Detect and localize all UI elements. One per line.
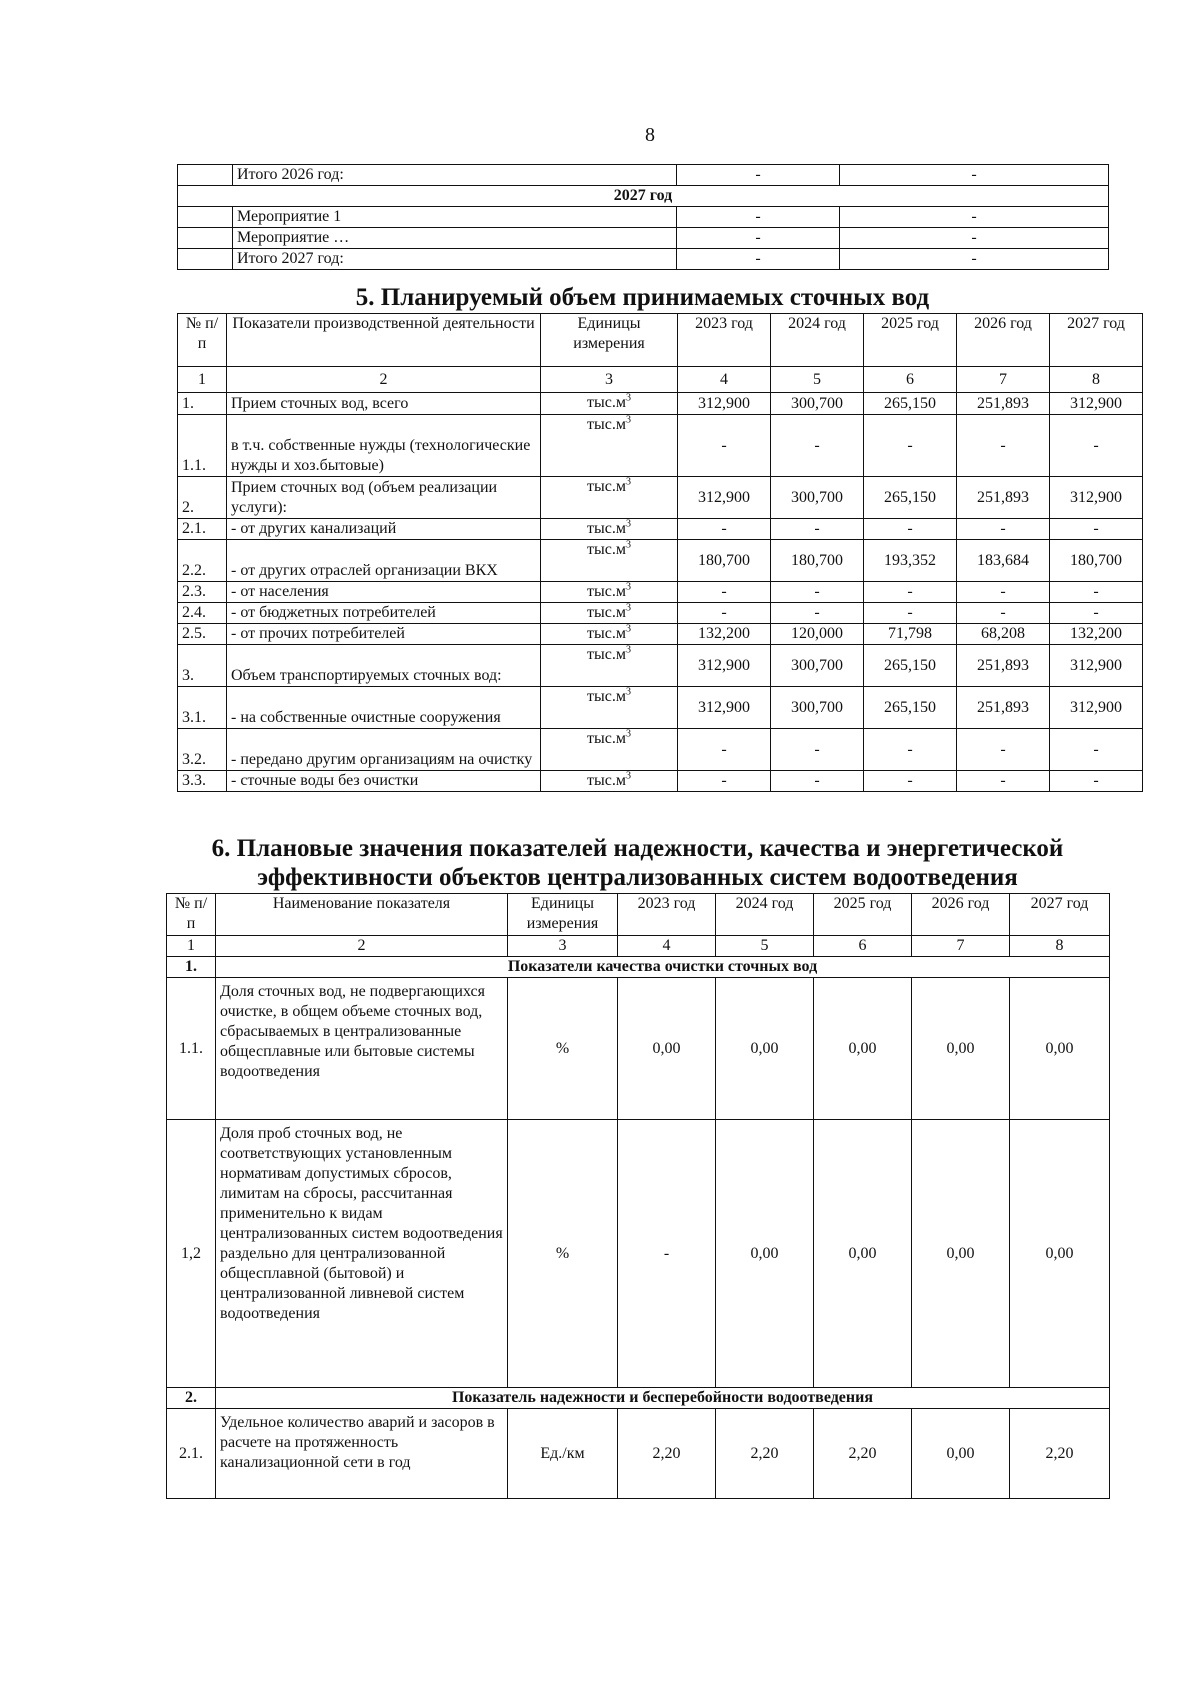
value-cell: 300,700 (771, 393, 864, 415)
row-label: Итого 2026 год: (233, 165, 677, 186)
header-cell: 2026 год (957, 314, 1050, 367)
index-row (178, 367, 1143, 393)
value-cell: - (678, 582, 771, 603)
table-row (167, 978, 1110, 1120)
row-number: 3.2. (178, 729, 227, 771)
row-label: Мероприятие 1 (233, 207, 677, 228)
value-cell: 2,20 (814, 1409, 912, 1499)
header-cell: 2024 год (716, 894, 814, 936)
section-row (167, 957, 1110, 978)
value-cell: - (678, 603, 771, 624)
value-cell: 265,150 (864, 477, 957, 519)
unit-text: тыс.м (587, 604, 626, 621)
table-row (178, 771, 1143, 792)
unit-text: тыс.м (587, 416, 626, 433)
value-cell: 251,893 (957, 393, 1050, 415)
header-cell: 2023 год (678, 314, 771, 367)
table-row (178, 519, 1143, 540)
row-number: 1.1. (167, 978, 216, 1120)
index-cell: 6 (864, 367, 957, 393)
index-cell: 5 (716, 936, 814, 957)
value-cell: 132,200 (1050, 624, 1143, 645)
value-cell: - (771, 603, 864, 624)
value-cell: - (771, 729, 864, 771)
value-cell: 0,00 (912, 1120, 1010, 1388)
index-row (167, 936, 1110, 957)
year-heading: 2027 год (178, 186, 1109, 207)
value-cell: - (864, 582, 957, 603)
header-cell: Наименование показателя (216, 894, 508, 936)
table-body (167, 957, 1110, 1499)
value-cell: - (864, 519, 957, 540)
section-title: Показатель надежности и бесперебойности водоотведения (216, 1388, 1110, 1409)
row-number: 3.3. (178, 771, 227, 792)
unit-text: тыс.м (587, 688, 626, 705)
value-cell: 71,798 (864, 624, 957, 645)
section-6-title (166, 834, 1109, 892)
value-cell: - (1050, 729, 1143, 771)
unit-text: тыс.м (587, 646, 626, 663)
value-cell: 193,352 (864, 540, 957, 582)
value-cell: 312,900 (1050, 393, 1143, 415)
value-cell: 312,900 (678, 393, 771, 415)
value-cell: - (771, 582, 864, 603)
row-number: 2. (178, 477, 227, 519)
header-cell: 2027 год (1050, 314, 1143, 367)
section-5-title: 5. Планируемый объем принимаемых сточных вод (355, 284, 930, 311)
table-row (167, 1120, 1110, 1388)
indicator-name: Объем транспортируемых сточных вод: (227, 645, 541, 687)
cell-value: - (840, 207, 1109, 228)
index-cell: 3 (508, 936, 618, 957)
table-body (178, 393, 1143, 792)
index-cell: 5 (771, 367, 864, 393)
value-cell: - (1050, 519, 1143, 540)
header-cell: 2026 год (912, 894, 1010, 936)
value-cell: - (1050, 603, 1143, 624)
unit-cell: $тыс.м^3$ (541, 624, 678, 645)
header-cell: 2024 год (771, 314, 864, 367)
value-cell: 0,00 (1010, 1120, 1110, 1388)
indicator-name: - на собственные очистные сооружения (227, 687, 541, 729)
unit-cell: $тыс.м^3$ (541, 729, 678, 771)
value-cell: - (864, 729, 957, 771)
index-cell: 1 (167, 936, 216, 957)
unit-text: тыс.м (587, 478, 626, 495)
index-cell: 4 (618, 936, 716, 957)
table-row (178, 603, 1143, 624)
page-number: 8 (645, 124, 655, 146)
events-table (177, 164, 1109, 270)
value-cell: 312,900 (678, 645, 771, 687)
unit-text: тыс.м (587, 394, 626, 411)
unit-text: тыс.м (587, 583, 626, 600)
value-cell: 0,00 (716, 978, 814, 1120)
indicator-name: Прием сточных вод, всего (227, 393, 541, 415)
cell-value: - (840, 165, 1109, 186)
value-cell: 265,150 (864, 645, 957, 687)
value-cell: 312,900 (678, 477, 771, 519)
value-cell: 180,700 (771, 540, 864, 582)
cell-value: - (677, 249, 840, 270)
index-cell: 8 (1050, 367, 1143, 393)
header-cell: 2027 год (1010, 894, 1110, 936)
header-cell: 2025 год (814, 894, 912, 936)
value-cell: - (957, 519, 1050, 540)
value-cell: 0,00 (716, 1120, 814, 1388)
indicator-name: - сточные воды без очистки (227, 771, 541, 792)
table-row (178, 624, 1143, 645)
value-cell: 265,150 (864, 687, 957, 729)
table-row (178, 645, 1143, 687)
table-row (178, 477, 1143, 519)
indicator-name: - от других отраслей организации ВКХ (227, 540, 541, 582)
value-cell: 0,00 (814, 978, 912, 1120)
table-row (178, 228, 1109, 249)
value-cell: 2,20 (1010, 1409, 1110, 1499)
value-cell: 251,893 (957, 645, 1050, 687)
indicator-name: - от бюджетных потребителей (227, 603, 541, 624)
row-number: 2.5. (178, 624, 227, 645)
value-cell: 2,20 (618, 1409, 716, 1499)
index-cell: 3 (541, 367, 678, 393)
indicator-name: - от прочих потребителей (227, 624, 541, 645)
unit-text: тыс.м (587, 772, 626, 789)
unit-cell: $тыс.м^3$ (541, 687, 678, 729)
table-row (178, 207, 1109, 228)
unit-cell: $тыс.м^3$ (541, 540, 678, 582)
header-cell: 2023 год (618, 894, 716, 936)
section-title: Показатели качества очистки сточных вод (216, 957, 1110, 978)
unit-text: тыс.м (587, 520, 626, 537)
value-cell: - (864, 415, 957, 477)
row-number: 1,2 (167, 1120, 216, 1388)
wastewater-volume-table (177, 313, 1143, 792)
unit-cell: $тыс.м^3$ (541, 477, 678, 519)
value-cell: - (771, 415, 864, 477)
section-6-title-line-2: эффективности объектов централизованных систем водоотведения (257, 864, 1018, 891)
value-cell: 312,900 (1050, 687, 1143, 729)
indicators-table (166, 893, 1110, 1499)
header-cell: 2025 год (864, 314, 957, 367)
section-number: 2. (167, 1388, 216, 1409)
indicator-name: Удельное количество аварий и засоров в расчете на протяженность канализационной сети в год (216, 1409, 508, 1499)
header-cell: № п/п (167, 894, 216, 936)
value-cell: - (957, 771, 1050, 792)
value-cell: - (678, 415, 771, 477)
section-6-title-line-1: 6. Плановые значения показателей надежности, качества и энергетической (211, 835, 1064, 862)
unit-cell: $тыс.м^3$ (541, 645, 678, 687)
value-cell: - (957, 729, 1050, 771)
value-cell: - (771, 771, 864, 792)
index-cell: 7 (912, 936, 1010, 957)
table-row (178, 165, 1109, 186)
row-number: 3. (178, 645, 227, 687)
index-cell: 6 (814, 936, 912, 957)
cell-value: - (677, 228, 840, 249)
table-row (167, 1409, 1110, 1499)
value-cell: 251,893 (957, 687, 1050, 729)
index-cell: 7 (957, 367, 1050, 393)
value-cell: 0,00 (912, 978, 1010, 1120)
index-cell: 8 (1010, 936, 1110, 957)
table-row (178, 415, 1143, 477)
value-cell: - (678, 771, 771, 792)
cell-value: - (840, 249, 1109, 270)
value-cell: - (771, 519, 864, 540)
value-cell: - (1050, 582, 1143, 603)
row-number: 2.2. (178, 540, 227, 582)
unit-cell: Ед./км (508, 1409, 618, 1499)
unit-cell: $тыс.м^3$ (541, 603, 678, 624)
index-cell: 4 (678, 367, 771, 393)
value-cell: 120,000 (771, 624, 864, 645)
cell-value: - (840, 228, 1109, 249)
value-cell: - (957, 603, 1050, 624)
cell-value: - (677, 165, 840, 186)
header-cell: Единицы измерения (541, 314, 678, 367)
row-number: 2.3. (178, 582, 227, 603)
value-cell: - (864, 603, 957, 624)
unit-text: тыс.м (587, 730, 626, 747)
value-cell: 251,893 (957, 477, 1050, 519)
value-cell: 300,700 (771, 645, 864, 687)
row-number: 2.1. (178, 519, 227, 540)
value-cell: 183,684 (957, 540, 1050, 582)
value-cell: 265,150 (864, 393, 957, 415)
value-cell: - (1050, 771, 1143, 792)
table-row (178, 687, 1143, 729)
row-label: Мероприятие … (233, 228, 677, 249)
value-cell: 180,700 (1050, 540, 1143, 582)
value-cell: 132,200 (678, 624, 771, 645)
row-label: Итого 2027 год: (233, 249, 677, 270)
value-cell: 0,00 (1010, 978, 1110, 1120)
table-row (178, 729, 1143, 771)
table-row (178, 186, 1109, 207)
header-row (167, 894, 1110, 936)
index-cell: 2 (227, 367, 541, 393)
value-cell: 312,900 (1050, 477, 1143, 519)
unit-cell: % (508, 1120, 618, 1388)
unit-cell: % (508, 978, 618, 1120)
table-row (178, 540, 1143, 582)
index-cell: 2 (216, 936, 508, 957)
header-cell: № п/п (178, 314, 227, 367)
table-row (178, 582, 1143, 603)
index-cell: 1 (178, 367, 227, 393)
value-cell: - (1050, 415, 1143, 477)
value-cell: 0,00 (618, 978, 716, 1120)
unit-cell: $тыс.м^3$ (541, 415, 678, 477)
value-cell: 2,20 (716, 1409, 814, 1499)
value-cell: - (957, 582, 1050, 603)
indicator-name: - передано другим организациям на очистку (227, 729, 541, 771)
table-row (178, 393, 1143, 415)
value-cell: 300,700 (771, 477, 864, 519)
indicator-name: Доля сточных вод, не подвергающихся очистке, в общем объеме сточных вод, сбрасываемых в централизованные общесплавные или бытовые системы водоотведения (216, 978, 508, 1120)
indicator-name: - от других канализаций (227, 519, 541, 540)
header-cell: Показатели производственной деятельности (227, 314, 541, 367)
value-cell: 180,700 (678, 540, 771, 582)
value-cell: 300,700 (771, 687, 864, 729)
indicator-name: в т.ч. собственные нужды (технологические нужды и хоз.бытовые) (227, 415, 541, 477)
unit-text: тыс.м (587, 625, 626, 642)
value-cell: - (864, 771, 957, 792)
value-cell: - (678, 519, 771, 540)
cell-value: - (677, 207, 840, 228)
row-number: 1. (178, 393, 227, 415)
indicator-name: - от населения (227, 582, 541, 603)
value-cell: - (618, 1120, 716, 1388)
unit-cell: $тыс.м^3$ (541, 393, 678, 415)
header-row (178, 314, 1143, 367)
value-cell: - (678, 729, 771, 771)
value-cell: 0,00 (814, 1120, 912, 1388)
unit-cell: $тыс.м^3$ (541, 771, 678, 792)
value-cell: 312,900 (1050, 645, 1143, 687)
table-row (178, 249, 1109, 270)
row-number: 2.4. (178, 603, 227, 624)
header-cell: Единицы измерения (508, 894, 618, 936)
unit-cell: $тыс.м^3$ (541, 519, 678, 540)
indicator-name: Доля проб сточных вод, не соответствующих установленным нормативам допустимых сбросов, лимитам на сбросы, рассчитанная применительно к видам централизованных систем водоотведения раздельно для централизованной общесплавной (бытовой) и централизованной ливневой систем водоотведения (216, 1120, 508, 1388)
unit-cell: $тыс.м^3$ (541, 582, 678, 603)
section-number: 1. (167, 957, 216, 978)
unit-text: тыс.м (587, 541, 626, 558)
value-cell: - (957, 415, 1050, 477)
value-cell: 312,900 (678, 687, 771, 729)
row-number: 1.1. (178, 415, 227, 477)
value-cell: 68,208 (957, 624, 1050, 645)
row-number: 3.1. (178, 687, 227, 729)
value-cell: 0,00 (912, 1409, 1010, 1499)
section-row (167, 1388, 1110, 1409)
indicator-name: Прием сточных вод (объем реализации услуги): (227, 477, 541, 519)
row-number: 2.1. (167, 1409, 216, 1499)
